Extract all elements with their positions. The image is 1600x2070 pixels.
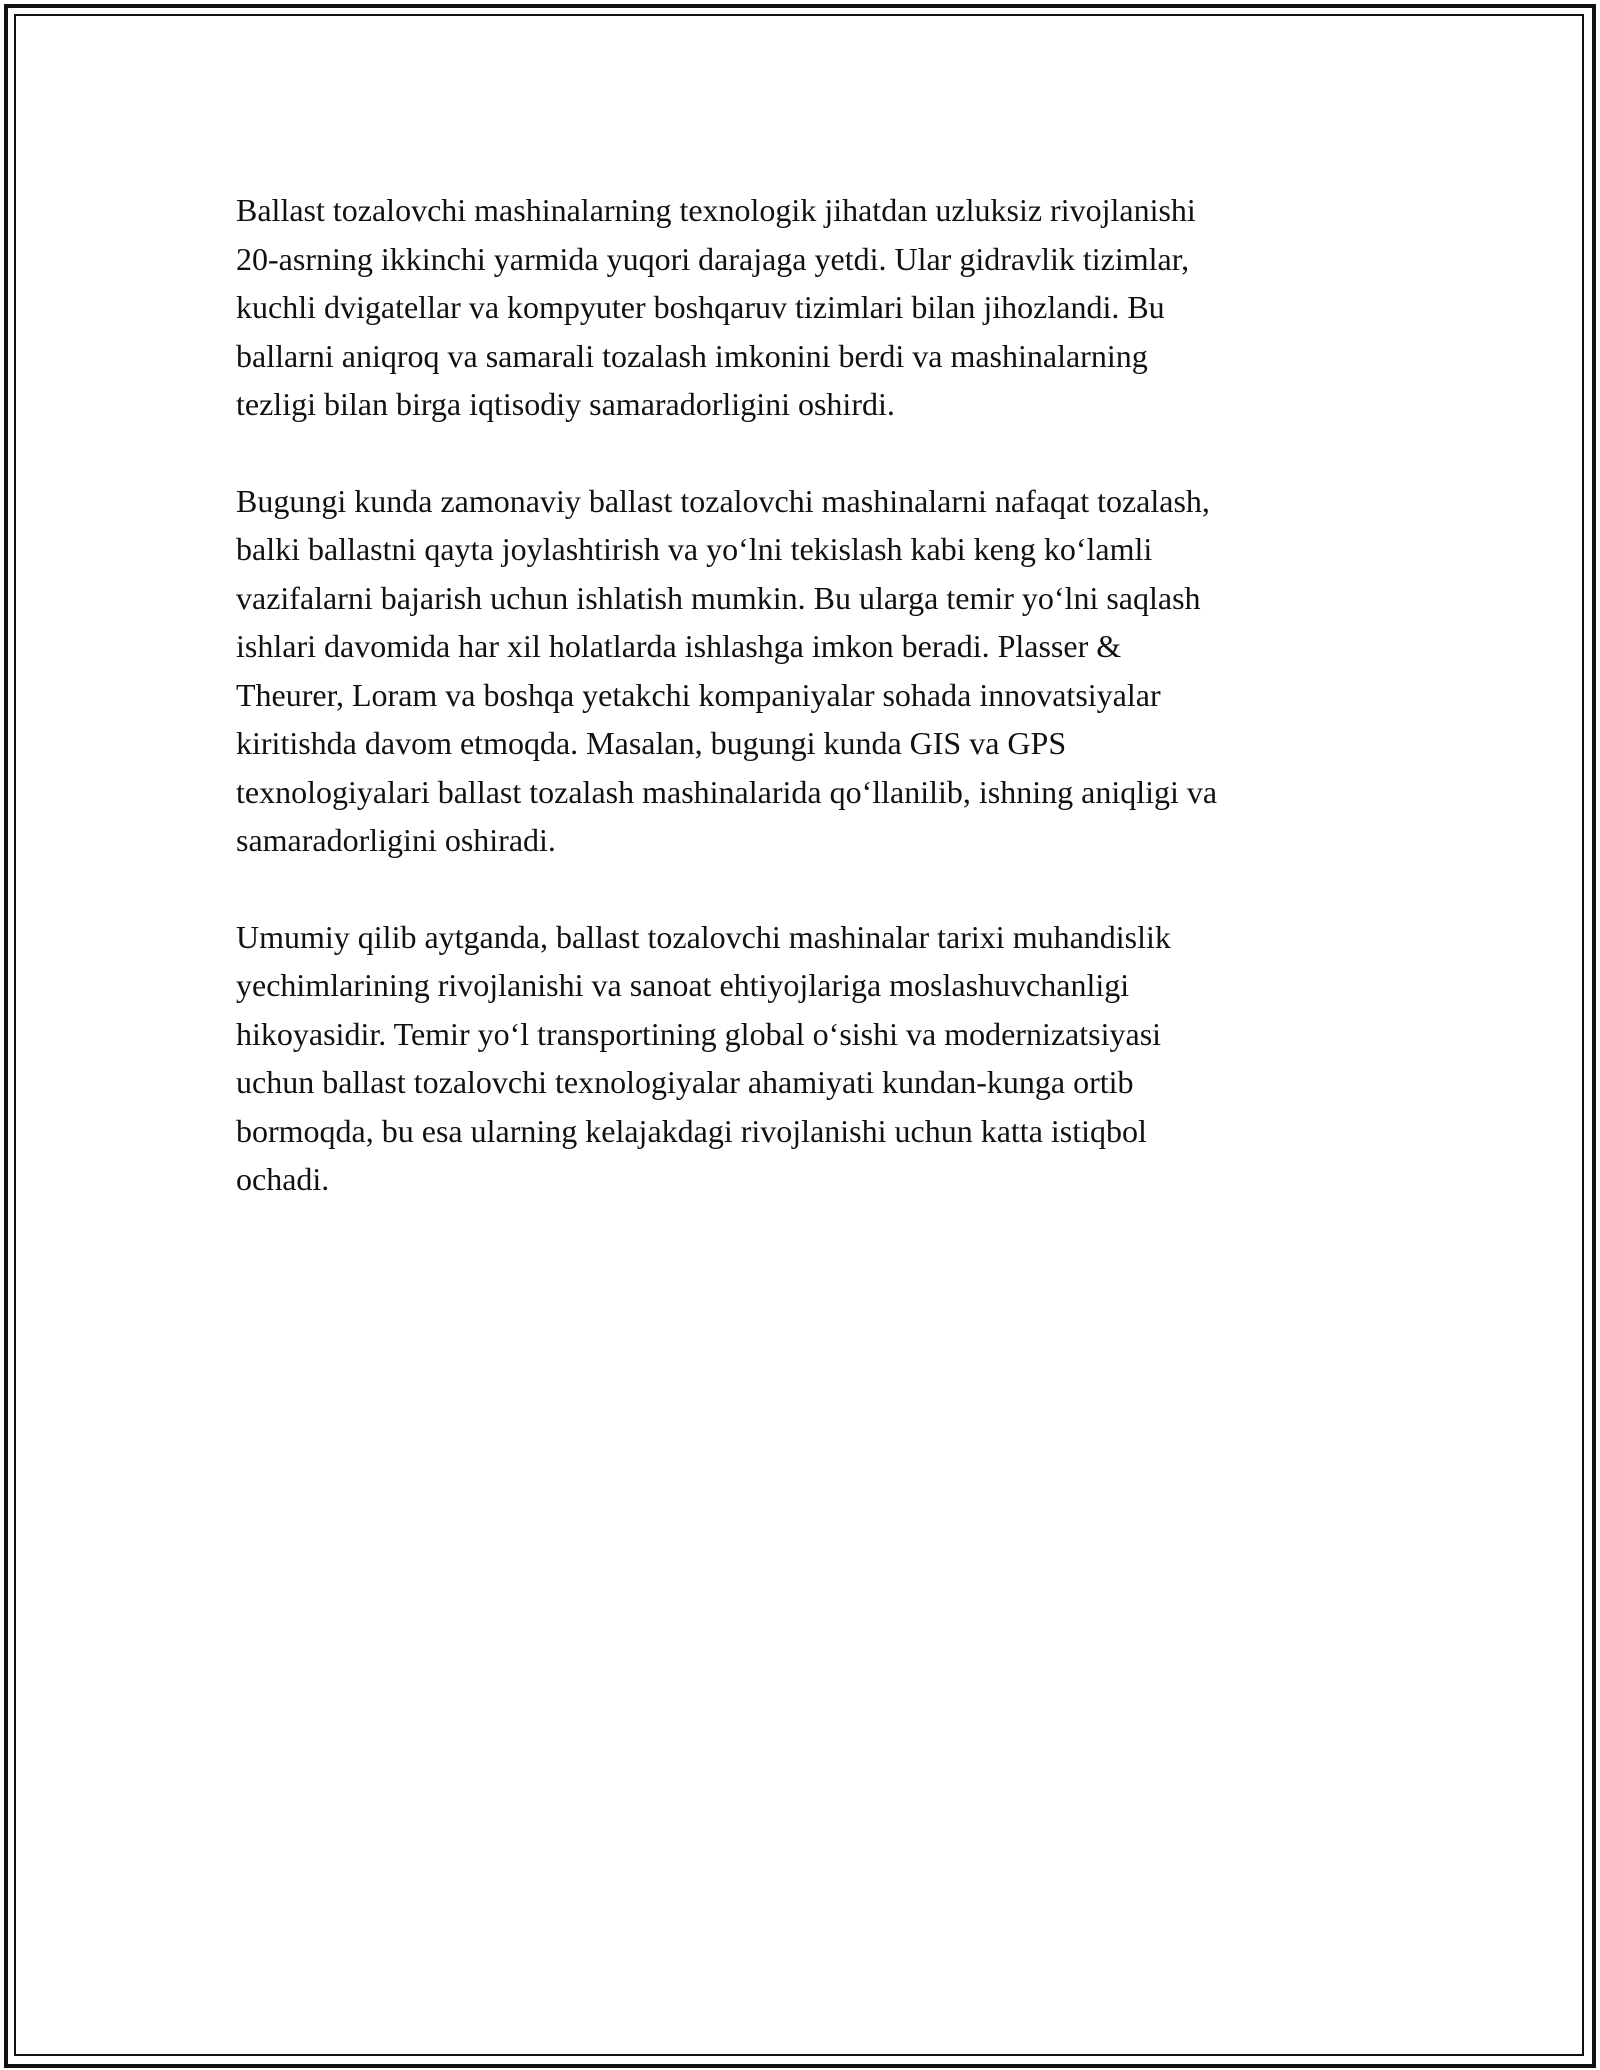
paragraph-line: texnologiyalari ballast tozalash mashinalarida qo‘llanilib, ishning aniqligi va <box>236 773 1218 810</box>
paragraph-line: 20-asrning ikkinchi yarmida yuqori darajaga yetdi. Ular gidravlik tizimlar, <box>236 240 1190 277</box>
paragraph-2 <box>236 477 1376 865</box>
paragraph-line: tezligi bilan birga iqtisodiy samaradorligini oshirdi. <box>236 386 895 422</box>
paragraph-line: Bugungi kunda zamonaviy ballast tozalovchi mashinalarni nafaqat tozalash, <box>236 482 1210 519</box>
paragraph-line: kuchli dvigatellar va kompyuter boshqaruv tizimlari bilan jihozlandi. Bu <box>236 289 1165 325</box>
document-body <box>236 186 1376 1252</box>
paragraph-line: samaradorligini oshiradi. <box>236 822 556 858</box>
paragraph-3 <box>236 913 1376 1204</box>
paragraph-line: Umumiy qilib aytganda, ballast tozalovchi mashinalar tarixi muhandislik <box>236 918 1171 955</box>
paragraph-1 <box>236 186 1376 429</box>
paragraph-line: Ballast tozalovchi mashinalarning texnologik jihatdan uzluksiz rivojlanishi <box>236 192 1196 228</box>
paragraph-line: ochadi. <box>236 1161 330 1197</box>
paragraph-line: bormoqda, bu esa ularning kelajakdagi rivojlanishi uchun katta istiqbol <box>236 1112 1147 1149</box>
paragraph-line: vazifalarni bajarish uchun ishlatish mumkin. Bu ularga temir yo‘lni saqlash <box>236 579 1201 616</box>
paragraph-line: ballarni aniqroq va samarali tozalash imkonini berdi va mashinalarning <box>236 337 1148 374</box>
paragraph-line: hikoyasidir. Temir yo‘l transportining global o‘sishi va modernizatsiyasi <box>236 1015 1162 1052</box>
paragraph-line: balki ballastni qayta joylashtirish va yo‘lni tekislash kabi keng ko‘lamli <box>236 531 1153 567</box>
paragraph-line: yechimlarining rivojlanishi va sanoat ehtiyojlariga moslashuvchanligi <box>236 967 1130 1003</box>
paragraph-line: uchun ballast tozalovchi texnologiyalar ahamiyati kundan-kunga ortib <box>236 1064 1134 1100</box>
paragraph-line: Theurer, Loram va boshqa yetakchi kompaniyalar sohada innovatsiyalar <box>236 676 1161 713</box>
paragraph-line: ishlari davomida har xil holatlarda ishlashga imkon beradi. Plasser & <box>236 628 1122 664</box>
paragraph-line: kiritishda davom etmoqda. Masalan, bugungi kunda GIS va GPS <box>236 725 1067 761</box>
